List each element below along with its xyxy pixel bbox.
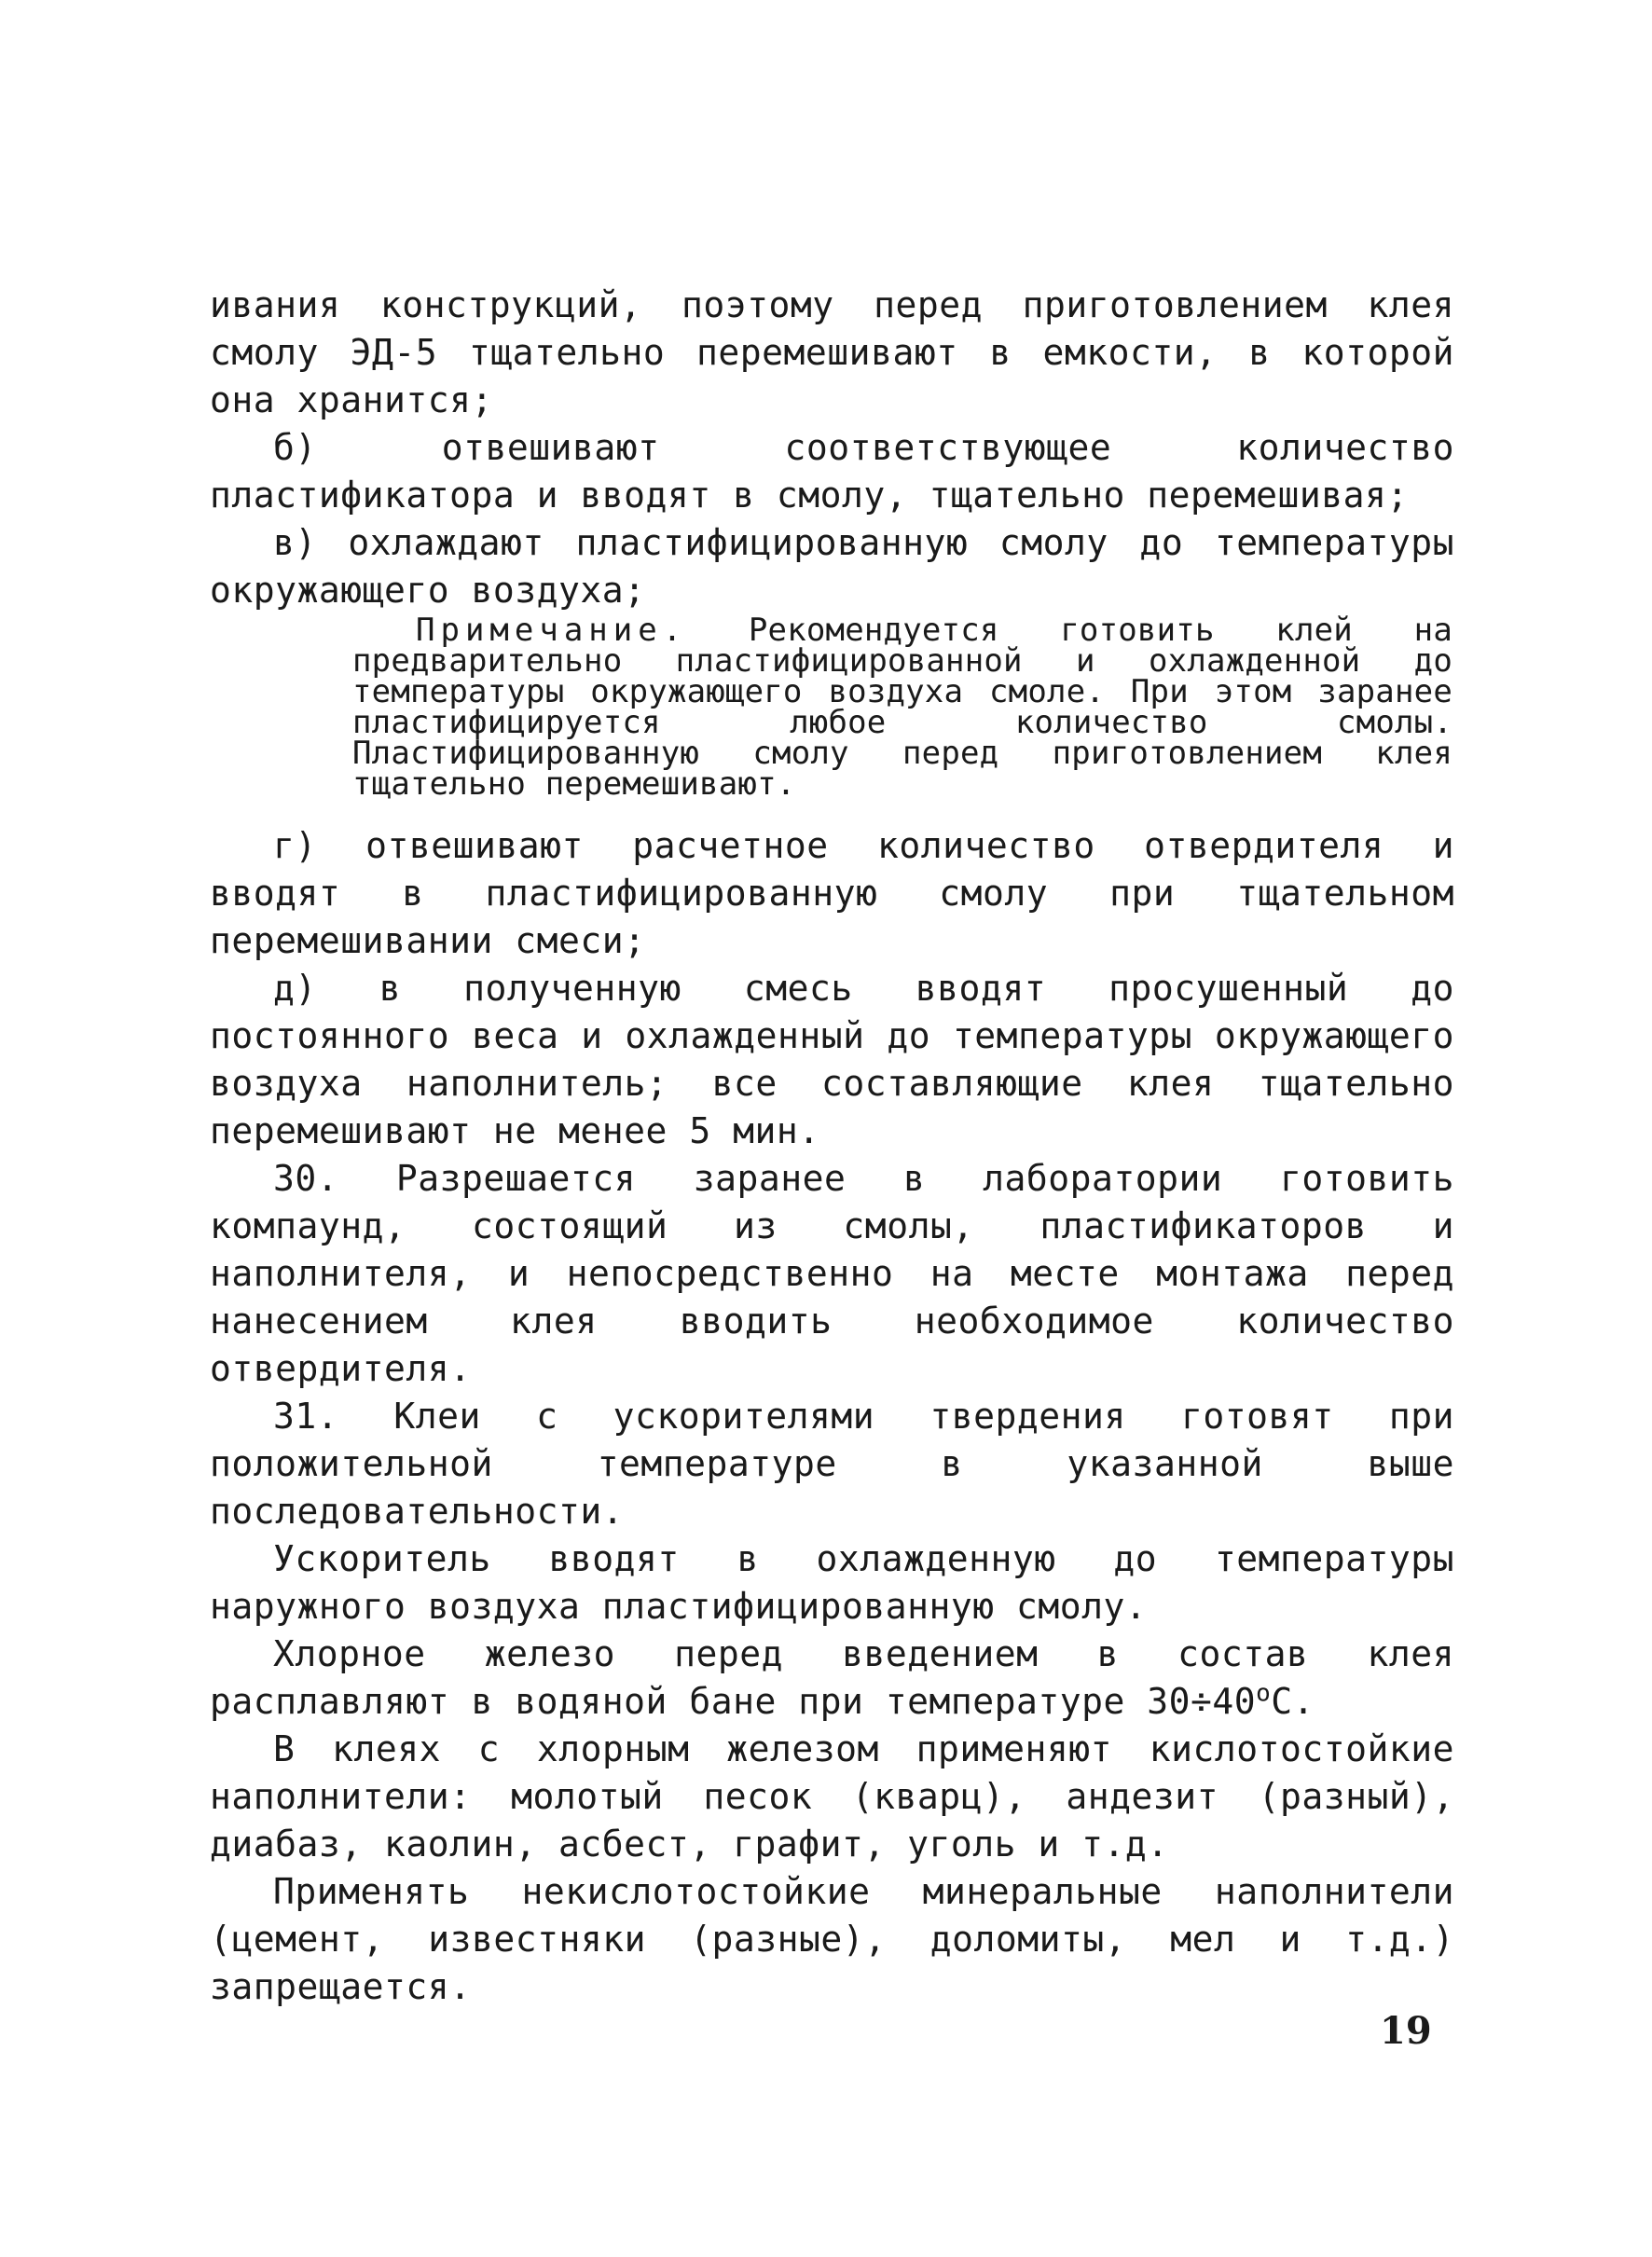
degree-sign: о — [1256, 1679, 1272, 1708]
temperature-unit: С. — [1271, 1681, 1315, 1722]
paragraph-accelerator: Ускоритель вводят в охлажденную до температуры наружного воздуха пластифицированную смолу. — [210, 1538, 1454, 1627]
paragraph-prohibited-fillers: Применять некислотостойкие минеральные наполнители (цемент, известняки (разные), доломиты, мел и т.д.) запрещается. — [210, 1871, 1454, 2007]
paragraph-continuation: ивания конструкций, поэтому перед приготовлением клея смолу ЭД-5 тщательно перемешивают в емкости, в которой она хранится; — [210, 284, 1454, 420]
note-text: Рекомендуется готовить клей на предварительно пластифицированной и охлажденной до температуры окружающего воздуха смоле. При этом заранее пластифицируется любое количество смолы. Пластифицированную смолу перед приготовлением клея тщательно перемешивают. — [352, 612, 1452, 803]
text-block-middle — [210, 822, 1454, 2011]
note-label: Примечание. — [416, 612, 688, 649]
paragraph-item-g: г) отвешивают расчетное количество отвердителя и вводят в пластифицированную смолу при тщательном перемешивании смеси; — [210, 825, 1454, 961]
paragraph-acid-resistant-fillers: В клеях с хлорным железом применяют кислотостойкие наполнители: молотый песок (кварц), андезит (разный), диабаз, каолин, асбест, графит, уголь и т.д. — [210, 1728, 1454, 1865]
paragraph-item-d: д) в полученную смесь вводят просушенный до постоянного веса и охлажденный до температуры окружающего воздуха наполнитель; все составляющие клея тщательно перемешивают не менее 5 мин. — [210, 968, 1454, 1151]
paragraph-31: 31. Клеи с ускорителями твердения готовят при положительной температуре в указанной выше последовательности. — [210, 1396, 1454, 1532]
paragraph-item-v: в) охлаждают пластифицированную смолу до температуры окружающего воздуха; — [210, 522, 1454, 611]
note-block — [352, 612, 1452, 803]
paragraph-item-b: б) отвешивают соответствующее количество пластификатора и вводят в смолу, тщательно перемешивая; — [210, 427, 1454, 516]
text-block-top — [210, 282, 1454, 614]
page-number: 19 — [1380, 2009, 1432, 2053]
paragraph-30: 30. Разрешается заранее в лаборатории готовить компаунд, состоящий из смолы, пластификаторов и наполнителя, и непосредственно на месте монтажа перед нанесением клея вводить необходимое количество отвердителя. — [210, 1158, 1454, 1389]
iron-chloride-text: Хлорное железо перед введением в состав клея расплавляют в водяной бане при температуре 30÷40 — [210, 1633, 1454, 1722]
paragraph-iron-chloride — [210, 1631, 1454, 1726]
